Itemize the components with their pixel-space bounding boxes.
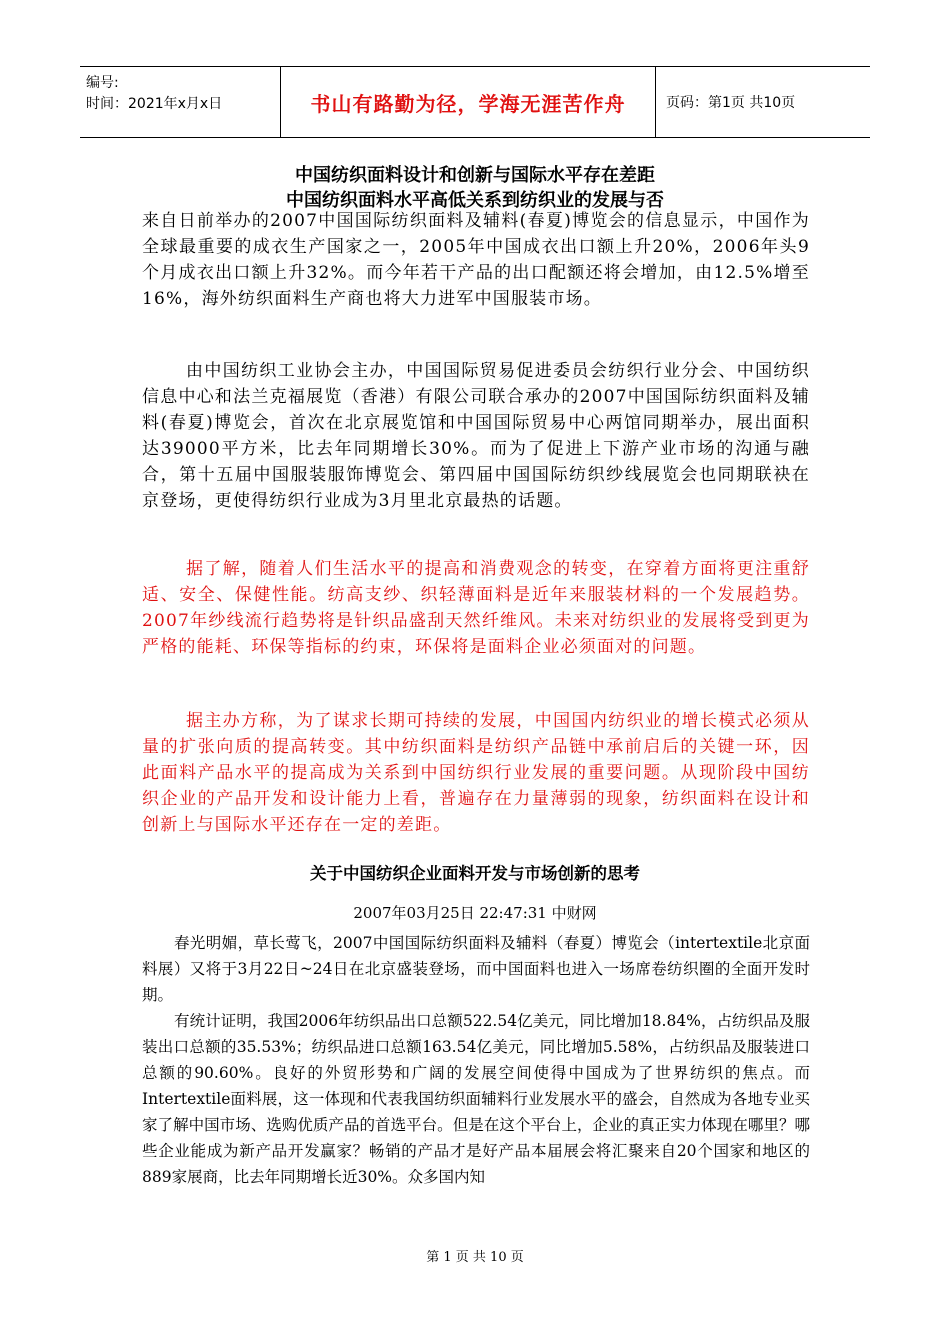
document-time-label: 时间：2021年x月x日 bbox=[86, 96, 223, 112]
paragraph-1: 来自日前举办的2007中国国际纺织面料及辅料(春夏)博览会的信息显示，中国作为全球最重要的成衣生产国家之一，2005年中国成衣出口额上升20%，2006年头9个月成衣出口额上升32%。而今年若干产品的出口配额还将会增加，由12.5%增至16%，海外纺织面料生产商也将大力进军中国服装市场。 bbox=[142, 211, 810, 309]
header-meta bbox=[80, 67, 280, 137]
document-number-label: 编号: bbox=[86, 75, 119, 91]
header-page-info: 页码：第1页 共10页 bbox=[666, 95, 796, 111]
header-motto: 书山有路勤为径，学海无涯苦作舟 bbox=[280, 67, 656, 137]
paragraph-2: 由中国纺织工业协会主办，中国国际贸易促进委员会纺织行业分会、中国纺织信息中心和法兰克福展览（香港）有限公司联合承办的2007中国国际纺织面料及辅料(春夏)博览会，首次在北京展览馆和中国国际贸易中心两馆同期举办，展出面积达39000平方米，比去年同期增长30%。而为了促进上下游产业市场的沟通与融合，第十五届中国服装服饰博览会、第四届中国国际纺织纱线展览会也同期联袂在京登场，更使得纺织行业成为3月里北京最热的话题。 bbox=[142, 361, 810, 511]
page-header bbox=[80, 66, 870, 138]
page-footer: 第 1 页 共 10 页 bbox=[426, 1250, 524, 1265]
section-title: 关于中国纺织企业面料开发与市场创新的思考 bbox=[310, 864, 640, 883]
paragraph-6: 有统计证明，我国2006年纺织品出口总额522.54亿美元，同比增加18.84%，占纺织品及服装出口总额的35.53%；纺织品进口总额163.54亿美元，同比增加5.58%，占纺织品及服装进口总额的90.60%。良好的外贸形势和广阔的发展空间使得中国成为了世界纺织的焦点。而Intertextile面料展，这一体现和代表我国纺织面辅料行业发展水平的盛会，自然成为各地专业买家了解中国市场、选购优质产品的首选平台。但是在这个平台上，企业的真正实力体现在哪里？哪些企业能成为新产品开发赢家？畅销的产品才是好产品本届展会将汇聚来自20个国家和地区的889家展商，比去年同期增长近30%。众多国内知 bbox=[142, 1012, 810, 1186]
title-line-2: 中国纺织面料水平高低关系到纺织业的发展与否 bbox=[286, 190, 664, 211]
paragraph-4: 据主办方称，为了谋求长期可持续的发展，中国国内纺织业的增长模式必须从量的扩张向质的提高转变。其中纺织面料是纺织产品链中承前启后的关键一环，因此面料产品水平的提高成为关系到中国纺织行业发展的重要问题。从现阶段中国纺织企业的产品开发和设计能力上看，普遍存在力量薄弱的现象，纺织面料在设计和创新上与国际水平还存在一定的差距。 bbox=[142, 711, 810, 835]
title-line-1: 中国纺织面料设计和创新与国际水平存在差距 bbox=[295, 165, 655, 186]
paragraph-3: 据了解，随着人们生活水平的提高和消费观念的转变，在穿着方面将更注重舒适、安全、保健性能。纺高支纱、织轻薄面料是近年来服装材料的一个发展趋势。2007年纱线流行趋势将是针织品盛刮天然纤维风。未来对纺织业的发展将受到更为严格的能耗、环保等指标的约束，环保将是面料企业必须面对的问题。 bbox=[142, 559, 810, 657]
paragraph-5: 春光明媚，草长莺飞，2007中国国际纺织面料及辅料（春夏）博览会（intertextile北京面料展）又将于3月22日~24日在北京盛装登场，而中国面料也进入一场席卷纺织圈的全面开发时期。 bbox=[142, 934, 810, 1004]
date-line: 2007年03月25日 22:47:31 中财网 bbox=[353, 904, 597, 922]
